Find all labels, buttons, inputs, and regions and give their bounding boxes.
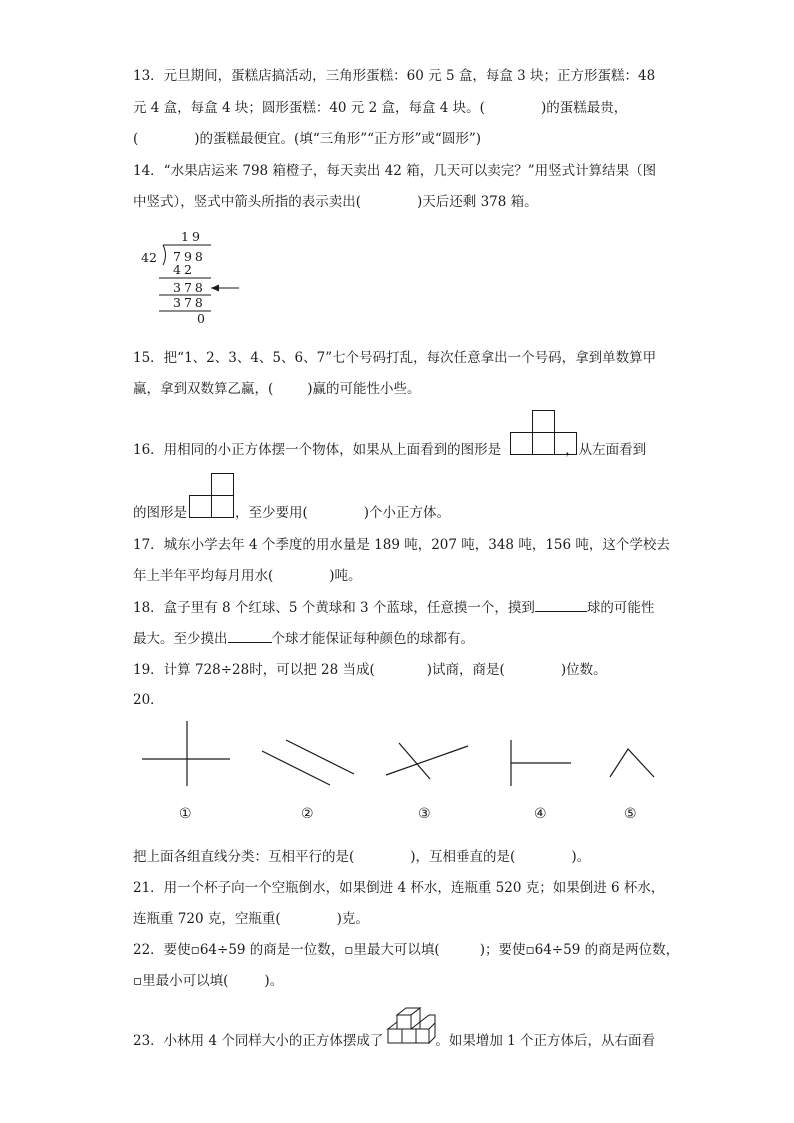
left-view-figure <box>188 473 236 519</box>
division-final: 0 <box>197 311 205 326</box>
group-label-3: ③ <box>418 806 431 822</box>
group2-line-b <box>286 740 354 774</box>
answer-blank[interactable] <box>535 599 587 612</box>
division-remainder1: 378 <box>173 280 206 295</box>
q14-line2: 中竖式），竖式中箭头所指的表示卖出( )天后还剩 378 箱。 <box>133 194 538 210</box>
q17-line2: 年上半年平均每月用水( )吨。 <box>133 568 362 584</box>
group-label-1: ① <box>179 806 192 822</box>
group-label-4: ④ <box>534 806 547 822</box>
q22-line1: 22．要使▫64÷59 的商是一位数，▫里最大可以填( )；要使▫64÷59 的商是两位数， <box>133 942 680 958</box>
q13-line2: 元 4 盒，每盒 4 块；圆形蛋糕：40 元 2 盒，每盒 4 块。( )的蛋糕最贵， <box>133 100 628 116</box>
q15-line2: 赢，拿到双数算乙赢，( )赢的可能性小些。 <box>133 381 421 397</box>
cube-arrangement-figure <box>385 1005 441 1051</box>
group-label-2: ② <box>301 806 314 822</box>
q23-line: 23．小林用 4 个同样大小的正方体摆成了 。如果增加 1 个正方体后，从右面看 <box>133 1033 656 1049</box>
division-divisor: 42 <box>141 250 157 265</box>
line-groups-figure <box>130 715 670 787</box>
group2-line-a <box>262 751 330 785</box>
q18-line2: 最大。至少摸出 个球才能保证每种颜色的球都有。 <box>133 631 474 647</box>
top-view-figure <box>510 410 578 456</box>
long-division-figure <box>135 224 245 328</box>
q22-line2: ▫里最小可以填( )。 <box>133 973 284 989</box>
q16-line1: 16．用相同的小正方体摆一个物体，如果从上面看到的图形是 ，从左面看到 <box>133 442 647 458</box>
division-dividend: 798 <box>173 249 206 264</box>
q14-line1: 14．“水果店运来 798 箱橙子，每天卖出 42 箱，几天可以卖完？”用竖式计算结果（图 <box>133 163 657 179</box>
group5-angle-lines <box>610 749 654 777</box>
q21-line1: 21．用一个杯子向一个空瓶倒水，如果倒进 4 杯水，连瓶重 520 克；如果倒进 6 杯水， <box>133 880 665 896</box>
group3-line-a <box>386 746 468 775</box>
q21-line2: 连瓶重 720 克，空瓶重( )克。 <box>133 911 369 927</box>
q15-line1: 15．把“1、2、3、4、5、6、7”七个号码打乱，每次任意拿出一个号码，拿到单数算甲 <box>133 350 657 366</box>
division-step2: 378 <box>173 295 206 310</box>
division-step1: 42 <box>173 262 195 277</box>
q20-question: 把上面各组直线分类：互相平行的是( )，互相垂直的是( )。 <box>133 849 591 865</box>
q13-line3: ( )的蛋糕最便宜。(填“三角形”“正方形”或“圆形”) <box>133 131 481 147</box>
q13-line1: 13．元旦期间，蛋糕店搞活动，三角形蛋糕：60 元 5 盒，每盒 3 块；正方形蛋糕：48 <box>133 68 656 84</box>
q16-line2: 的图形是 ，至少要用( )个小正方体。 <box>133 505 451 521</box>
answer-blank[interactable] <box>228 630 272 643</box>
arrow-head-icon <box>211 285 219 292</box>
q20-number: 20． <box>133 692 164 708</box>
q19-line: 19．计算 728÷28时，可以把 28 当成( )试商，商是( )位数。 <box>133 662 607 678</box>
q18-line1: 18．盒子里有 8 个红球、5 个黄球和 3 个蓝球，任意摸一个，摸到 球的可能性 <box>133 600 655 616</box>
q17-line1: 17．城东小学去年 4 个季度的用水量是 189 吨，207 吨，348 吨，156 吨，这个学校去 <box>133 537 670 553</box>
group-label-5: ⑤ <box>624 806 637 822</box>
division-quotient: 19 <box>181 229 203 244</box>
